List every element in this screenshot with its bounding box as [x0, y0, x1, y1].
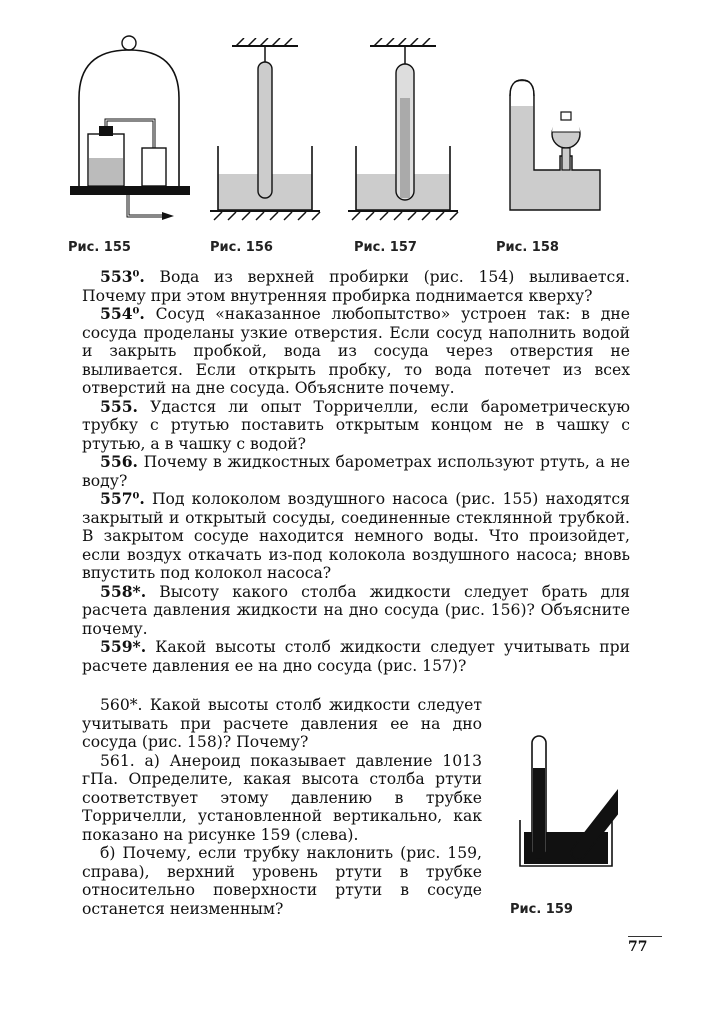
- figure-155-bell-jar: [66, 34, 196, 230]
- problem-561a: 561. а) Анероид показывает давление 1013 гПа. Определите, какая высота столба ртути соответствует этому давлению в трубке Торричелли, установленной вертикально, как показано на рисунке 159 (слева).: [82, 751, 482, 844]
- figure-158-caption: Рис. 158: [496, 240, 559, 255]
- problems-narrow-text: [82, 696, 482, 918]
- figure-159-caption: Рис. 159: [510, 902, 573, 917]
- problem-560: 560*. Какой высоты столб жидкости следует учитывать при расчете давления ее на дно сосуда (рис. 158)? Почему?: [82, 696, 482, 751]
- problem-557: 557⁰. Под колоколом воздушного насоса (рис. 155) находятся закрытый и открытый сосуды, соединенные стеклянной трубкой. В закрытом сосуде находится немного воды. Что произойдет, если воздух откачать из-под колокола воздушного насоса; вновь впустить под колокол насоса?: [82, 489, 630, 582]
- figure-156-caption: Рис. 156: [210, 240, 273, 255]
- figure-156: [210, 38, 330, 228]
- figure-159: [514, 726, 618, 888]
- problems-text: [82, 268, 630, 675]
- problem-558: 558*. Высоту какого столба жидкости следует брать для расчета давления жидкости на дно сосуда (рис. 156)? Объясните почему.: [82, 581, 630, 638]
- problem-555: 555. Удастся ли опыт Торричелли, если барометрическую трубку с ртутью поставить открытым концом не в чашку с ртутью, а в чашку с водой?: [82, 396, 630, 453]
- figure-155-caption: Рис. 155: [68, 240, 131, 255]
- problem-559: 559*. Какой высоты столб жидкости следует учитывать при расчете давления ее на дно сосуда (рис. 157)?: [82, 637, 630, 675]
- problem-556: 556. Почему в жидкостных барометрах используют ртуть, а не воду?: [82, 452, 630, 490]
- figure-158: [500, 74, 620, 228]
- problem-561b: б) Почему, если трубку наклонить (рис. 159, справа), верхний уровень ртути в трубке относительно поверхности ртути в сосуде останется неизменным?: [82, 844, 482, 918]
- problem-553: 553⁰. Вода из верхней пробирки (рис. 154) выливается. Почему при этом внутренняя пробирка поднимается кверху?: [82, 267, 630, 305]
- figure-157-caption: Рис. 157: [354, 240, 417, 255]
- figure-157: [348, 38, 468, 228]
- page-number: 77: [628, 936, 662, 955]
- problem-554: 554⁰. Сосуд «наказанное любопытство» устроен так: в дне сосуда проделаны узкие отверстия. Если сосуд наполнить водой и закрыть пробкой, вода из сосуда через отверстия не выливается. Если открыть пробку, то вода потечет из всех отверстий на дне сосуда. Объясните почему.: [82, 304, 630, 397]
